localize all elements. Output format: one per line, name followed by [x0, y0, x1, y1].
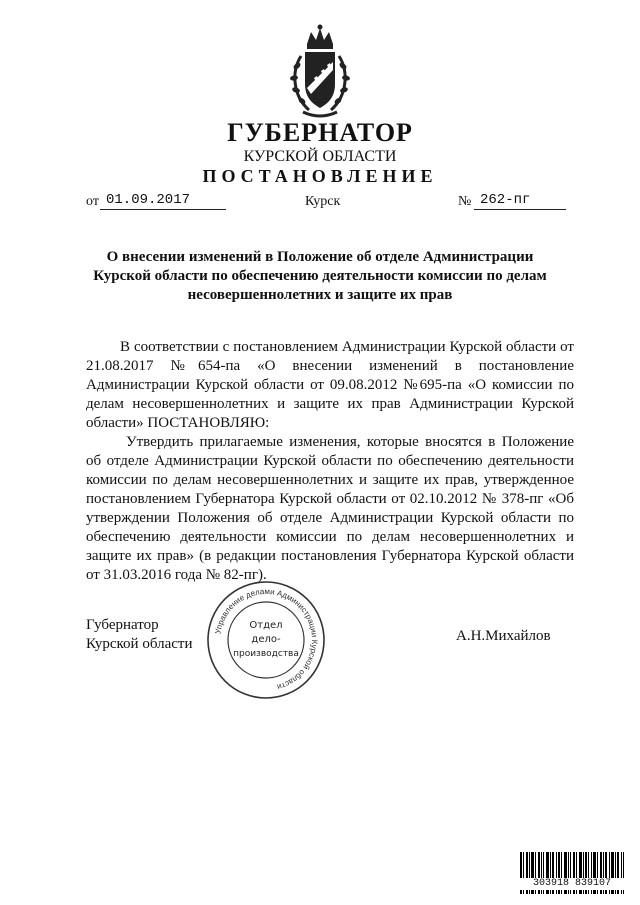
- region-subheading: КУРСКОЙ ОБЛАСТИ: [243, 148, 397, 165]
- decree-body: [86, 338, 574, 585]
- decree-date: 01.09.2017: [100, 192, 226, 210]
- document-heading: ГУБЕРНАТОР: [227, 118, 413, 147]
- decree-city: Курск: [305, 194, 341, 209]
- official-stamp: [204, 578, 328, 702]
- date-prefix-label: от: [86, 194, 99, 209]
- decree-type-heading: ПОСТАНОВЛЕНИЕ: [202, 166, 438, 186]
- signatory-name: А.Н.Михайлов: [456, 628, 551, 644]
- signatory-position-line: Губернатор: [86, 617, 159, 633]
- barcode-number: 303918 839107: [520, 878, 624, 890]
- stamp-center-line: дело-: [251, 634, 281, 645]
- number-sign-label: №: [458, 194, 472, 209]
- body-paragraph: В соответствии с постановлением Администрации Курской области от 21.08.2017 №654-па «О внесении изменений в постановление Администрации Курской области от 09.08.2012 №695-па «О комиссии по делам несовершеннолетних и защите их прав Администрации Курской области» ПОСТАНОВЛЯЮ:: [86, 339, 574, 431]
- decree-meta-row: [0, 192, 640, 214]
- signatory-position-line: Курской области: [86, 636, 193, 652]
- decree-number: 262-пг: [474, 192, 566, 210]
- signatory-position: [86, 616, 192, 654]
- body-paragraph: Утвердить прилагаемые изменения, которые вносятся в Положение об отделе Администрации Курской области по обеспечению деятельности комиссии по делам несовершеннолетних и защите их прав, утвержденное постановлением Губернатора Курской области от 02.10.2012 № 378-пг «Об утверждении Положения об отделе Администрации Курской области по обеспечению деятельности комиссии по делам несовершеннолетних и защите их прав» (в редакции постановления Губернатора Курской области от 31.03.2016 года № 82-пг).: [86, 434, 574, 583]
- stamp-center-line: Отдел: [249, 620, 283, 631]
- stamp-center-line: производства: [233, 649, 299, 659]
- stamp-ring-textpath: Управление делами Администрации Курской области: [213, 586, 320, 692]
- decree-title: О внесении изменений в Положение об отделе Администрации Курской области по обеспечению деятельности комиссии по делам несовершеннолетних и защите их прав: [93, 249, 547, 303]
- coat-of-arms-emblem: [285, 22, 355, 122]
